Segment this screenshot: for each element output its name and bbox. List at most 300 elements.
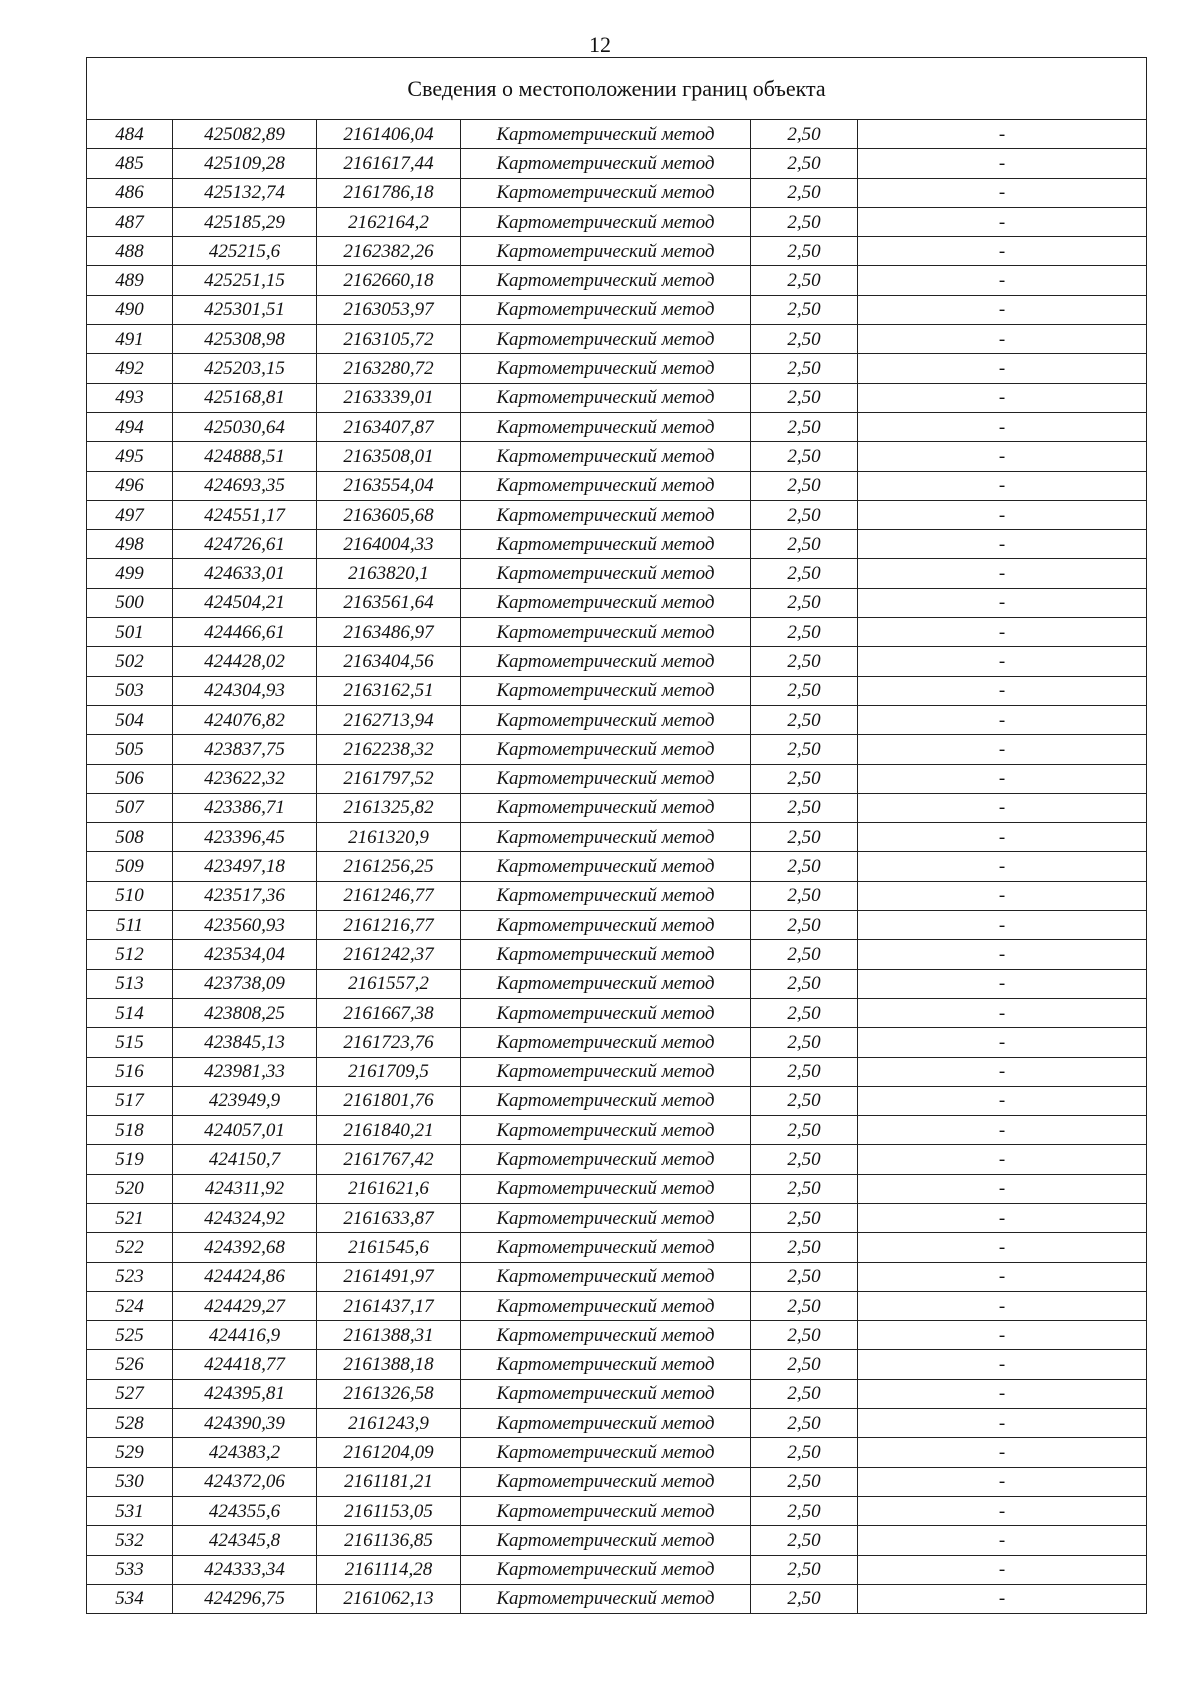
y-coordinate-cell: 2162238,32: [317, 735, 461, 764]
point-number-cell: 497: [87, 500, 173, 529]
x-coordinate-cell: 424424,86: [173, 1262, 317, 1291]
method-cell: Картометрический метод: [461, 852, 751, 881]
table-row: [87, 1321, 1147, 1350]
description-cell: -: [858, 1262, 1147, 1291]
point-number-cell: 519: [87, 1145, 173, 1174]
method-cell: Картометрический метод: [461, 471, 751, 500]
y-coordinate-cell: 2161621,6: [317, 1174, 461, 1203]
description-cell: -: [858, 178, 1147, 207]
table-body: [87, 120, 1147, 1614]
table-row: [87, 412, 1147, 441]
x-coordinate-cell: 423534,04: [173, 940, 317, 969]
table-row: [87, 1028, 1147, 1057]
y-coordinate-cell: 2161204,09: [317, 1438, 461, 1467]
x-coordinate-cell: 424076,82: [173, 705, 317, 734]
x-coordinate-cell: 423949,9: [173, 1086, 317, 1115]
y-coordinate-cell: 2163404,56: [317, 647, 461, 676]
description-cell: -: [858, 266, 1147, 295]
y-coordinate-cell: 2161246,77: [317, 881, 461, 910]
y-coordinate-cell: 2161216,77: [317, 911, 461, 940]
point-number-cell: 506: [87, 764, 173, 793]
point-number-cell: 512: [87, 940, 173, 969]
accuracy-cell: 2,50: [751, 237, 858, 266]
accuracy-cell: 2,50: [751, 823, 858, 852]
point-number-cell: 532: [87, 1526, 173, 1555]
description-cell: -: [858, 588, 1147, 617]
table-row: [87, 149, 1147, 178]
method-cell: Картометрический метод: [461, 1262, 751, 1291]
point-number-cell: 529: [87, 1438, 173, 1467]
x-coordinate-cell: 424311,92: [173, 1174, 317, 1203]
description-cell: -: [858, 383, 1147, 412]
method-cell: Картометрический метод: [461, 1555, 751, 1584]
table-row: [87, 178, 1147, 207]
accuracy-cell: 2,50: [751, 1379, 858, 1408]
y-coordinate-cell: 2161153,05: [317, 1496, 461, 1525]
accuracy-cell: 2,50: [751, 764, 858, 793]
table-row: [87, 295, 1147, 324]
point-number-cell: 494: [87, 412, 173, 441]
method-cell: Картометрический метод: [461, 1086, 751, 1115]
point-number-cell: 523: [87, 1262, 173, 1291]
method-cell: Картометрический метод: [461, 998, 751, 1027]
x-coordinate-cell: 425251,15: [173, 266, 317, 295]
method-cell: Картометрический метод: [461, 1438, 751, 1467]
y-coordinate-cell: 2163561,64: [317, 588, 461, 617]
description-cell: -: [858, 1116, 1147, 1145]
accuracy-cell: 2,50: [751, 793, 858, 822]
point-number-cell: 491: [87, 325, 173, 354]
accuracy-cell: 2,50: [751, 559, 858, 588]
description-cell: -: [858, 1555, 1147, 1584]
accuracy-cell: 2,50: [751, 1555, 858, 1584]
point-number-cell: 524: [87, 1291, 173, 1320]
x-coordinate-cell: 424345,8: [173, 1526, 317, 1555]
x-coordinate-cell: 424428,02: [173, 647, 317, 676]
y-coordinate-cell: 2161633,87: [317, 1203, 461, 1232]
y-coordinate-cell: 2163105,72: [317, 325, 461, 354]
description-cell: -: [858, 1438, 1147, 1467]
y-coordinate-cell: 2161320,9: [317, 823, 461, 852]
point-number-cell: 518: [87, 1116, 173, 1145]
method-cell: Картометрический метод: [461, 911, 751, 940]
point-number-cell: 522: [87, 1233, 173, 1262]
x-coordinate-cell: 424057,01: [173, 1116, 317, 1145]
y-coordinate-cell: 2161840,21: [317, 1116, 461, 1145]
table-row: [87, 500, 1147, 529]
y-coordinate-cell: 2161723,76: [317, 1028, 461, 1057]
accuracy-cell: 2,50: [751, 1116, 858, 1145]
x-coordinate-cell: 425203,15: [173, 354, 317, 383]
point-number-cell: 527: [87, 1379, 173, 1408]
accuracy-cell: 2,50: [751, 1028, 858, 1057]
x-coordinate-cell: 425301,51: [173, 295, 317, 324]
y-coordinate-cell: 2163554,04: [317, 471, 461, 500]
method-cell: Картометрический метод: [461, 1116, 751, 1145]
description-cell: -: [858, 149, 1147, 178]
table-row: [87, 764, 1147, 793]
method-cell: Картометрический метод: [461, 1584, 751, 1613]
table-row: [87, 559, 1147, 588]
accuracy-cell: 2,50: [751, 881, 858, 910]
accuracy-cell: 2,50: [751, 998, 858, 1027]
x-coordinate-cell: 424551,17: [173, 500, 317, 529]
x-coordinate-cell: 424888,51: [173, 442, 317, 471]
table-row: [87, 207, 1147, 236]
x-coordinate-cell: 424429,27: [173, 1291, 317, 1320]
point-number-cell: 514: [87, 998, 173, 1027]
accuracy-cell: 2,50: [751, 1203, 858, 1232]
table-row: [87, 940, 1147, 969]
point-number-cell: 520: [87, 1174, 173, 1203]
y-coordinate-cell: 2161325,82: [317, 793, 461, 822]
x-coordinate-cell: 423837,75: [173, 735, 317, 764]
description-cell: -: [858, 852, 1147, 881]
table-row: [87, 705, 1147, 734]
point-number-cell: 495: [87, 442, 173, 471]
description-cell: -: [858, 1321, 1147, 1350]
y-coordinate-cell: 2163820,1: [317, 559, 461, 588]
x-coordinate-cell: 424418,77: [173, 1350, 317, 1379]
table-row: [87, 676, 1147, 705]
description-cell: -: [858, 442, 1147, 471]
boundary-coordinates-table: [86, 57, 1147, 1614]
method-cell: Картометрический метод: [461, 1203, 751, 1232]
description-cell: -: [858, 940, 1147, 969]
table-row: [87, 1057, 1147, 1086]
y-coordinate-cell: 2161797,52: [317, 764, 461, 793]
description-cell: -: [858, 1409, 1147, 1438]
accuracy-cell: 2,50: [751, 1584, 858, 1613]
x-coordinate-cell: 423386,71: [173, 793, 317, 822]
description-cell: -: [858, 325, 1147, 354]
method-cell: Картометрический метод: [461, 530, 751, 559]
y-coordinate-cell: 2161786,18: [317, 178, 461, 207]
accuracy-cell: 2,50: [751, 1438, 858, 1467]
accuracy-cell: 2,50: [751, 735, 858, 764]
description-cell: -: [858, 471, 1147, 500]
table-row: [87, 1409, 1147, 1438]
x-coordinate-cell: 423497,18: [173, 852, 317, 881]
y-coordinate-cell: 2162382,26: [317, 237, 461, 266]
y-coordinate-cell: 2161062,13: [317, 1584, 461, 1613]
description-cell: -: [858, 881, 1147, 910]
description-cell: -: [858, 1203, 1147, 1232]
point-number-cell: 534: [87, 1584, 173, 1613]
point-number-cell: 533: [87, 1555, 173, 1584]
method-cell: Картометрический метод: [461, 735, 751, 764]
method-cell: Картометрический метод: [461, 500, 751, 529]
x-coordinate-cell: 423845,13: [173, 1028, 317, 1057]
x-coordinate-cell: 424726,61: [173, 530, 317, 559]
method-cell: Картометрический метод: [461, 1321, 751, 1350]
point-number-cell: 511: [87, 911, 173, 940]
point-number-cell: 526: [87, 1350, 173, 1379]
method-cell: Картометрический метод: [461, 1233, 751, 1262]
accuracy-cell: 2,50: [751, 852, 858, 881]
table-row: [87, 735, 1147, 764]
accuracy-cell: 2,50: [751, 295, 858, 324]
table-row: [87, 1496, 1147, 1525]
x-coordinate-cell: 424324,92: [173, 1203, 317, 1232]
x-coordinate-cell: 424392,68: [173, 1233, 317, 1262]
method-cell: Картометрический метод: [461, 412, 751, 441]
x-coordinate-cell: 423517,36: [173, 881, 317, 910]
point-number-cell: 499: [87, 559, 173, 588]
accuracy-cell: 2,50: [751, 1262, 858, 1291]
x-coordinate-cell: 424383,2: [173, 1438, 317, 1467]
y-coordinate-cell: 2161326,58: [317, 1379, 461, 1408]
accuracy-cell: 2,50: [751, 940, 858, 969]
table-row: [87, 1584, 1147, 1613]
table-row: [87, 1555, 1147, 1584]
accuracy-cell: 2,50: [751, 1467, 858, 1496]
accuracy-cell: 2,50: [751, 1291, 858, 1320]
point-number-cell: 516: [87, 1057, 173, 1086]
point-number-cell: 484: [87, 120, 173, 149]
table-row: [87, 1291, 1147, 1320]
table-row: [87, 881, 1147, 910]
method-cell: Картометрический метод: [461, 266, 751, 295]
accuracy-cell: 2,50: [751, 1174, 858, 1203]
x-coordinate-cell: 424372,06: [173, 1467, 317, 1496]
x-coordinate-cell: 425215,6: [173, 237, 317, 266]
description-cell: -: [858, 764, 1147, 793]
y-coordinate-cell: 2161545,6: [317, 1233, 461, 1262]
table-row: [87, 998, 1147, 1027]
accuracy-cell: 2,50: [751, 1145, 858, 1174]
point-number-cell: 498: [87, 530, 173, 559]
method-cell: Картометрический метод: [461, 1057, 751, 1086]
x-coordinate-cell: 424296,75: [173, 1584, 317, 1613]
x-coordinate-cell: 425109,28: [173, 149, 317, 178]
y-coordinate-cell: 2164004,33: [317, 530, 461, 559]
table-row: [87, 1145, 1147, 1174]
description-cell: -: [858, 911, 1147, 940]
accuracy-cell: 2,50: [751, 1350, 858, 1379]
description-cell: -: [858, 1028, 1147, 1057]
method-cell: Картометрический метод: [461, 647, 751, 676]
y-coordinate-cell: 2163407,87: [317, 412, 461, 441]
point-number-cell: 503: [87, 676, 173, 705]
point-number-cell: 488: [87, 237, 173, 266]
accuracy-cell: 2,50: [751, 471, 858, 500]
x-coordinate-cell: 425082,89: [173, 120, 317, 149]
method-cell: Картометрический метод: [461, 442, 751, 471]
table-row: [87, 1086, 1147, 1115]
point-number-cell: 508: [87, 823, 173, 852]
y-coordinate-cell: 2163486,97: [317, 618, 461, 647]
description-cell: -: [858, 998, 1147, 1027]
table-row: [87, 1467, 1147, 1496]
description-cell: -: [858, 823, 1147, 852]
point-number-cell: 531: [87, 1496, 173, 1525]
method-cell: Картометрический метод: [461, 676, 751, 705]
x-coordinate-cell: 424693,35: [173, 471, 317, 500]
description-cell: -: [858, 793, 1147, 822]
point-number-cell: 489: [87, 266, 173, 295]
y-coordinate-cell: 2161767,42: [317, 1145, 461, 1174]
y-coordinate-cell: 2161617,44: [317, 149, 461, 178]
accuracy-cell: 2,50: [751, 969, 858, 998]
accuracy-cell: 2,50: [751, 911, 858, 940]
point-number-cell: 507: [87, 793, 173, 822]
x-coordinate-cell: 423808,25: [173, 998, 317, 1027]
y-coordinate-cell: 2161242,37: [317, 940, 461, 969]
table-row: [87, 618, 1147, 647]
point-number-cell: 496: [87, 471, 173, 500]
x-coordinate-cell: 425132,74: [173, 178, 317, 207]
method-cell: Картометрический метод: [461, 237, 751, 266]
description-cell: -: [858, 120, 1147, 149]
table-row: [87, 911, 1147, 940]
table-row: [87, 1174, 1147, 1203]
table-row: [87, 1350, 1147, 1379]
table-row: [87, 647, 1147, 676]
description-cell: -: [858, 676, 1147, 705]
point-number-cell: 485: [87, 149, 173, 178]
method-cell: Картометрический метод: [461, 823, 751, 852]
accuracy-cell: 2,50: [751, 1086, 858, 1115]
x-coordinate-cell: 423622,32: [173, 764, 317, 793]
method-cell: Картометрический метод: [461, 588, 751, 617]
y-coordinate-cell: 2161406,04: [317, 120, 461, 149]
page-number: 12: [589, 32, 611, 57]
point-number-cell: 502: [87, 647, 173, 676]
method-cell: Картометрический метод: [461, 120, 751, 149]
y-coordinate-cell: 2161557,2: [317, 969, 461, 998]
y-coordinate-cell: 2161114,28: [317, 1555, 461, 1584]
table-row: [87, 354, 1147, 383]
accuracy-cell: 2,50: [751, 149, 858, 178]
table-row: [87, 1233, 1147, 1262]
method-cell: Картометрический метод: [461, 383, 751, 412]
table-row: [87, 969, 1147, 998]
method-cell: Картометрический метод: [461, 793, 751, 822]
accuracy-cell: 2,50: [751, 266, 858, 295]
accuracy-cell: 2,50: [751, 120, 858, 149]
table-row: [87, 1203, 1147, 1232]
accuracy-cell: 2,50: [751, 588, 858, 617]
point-number-cell: 500: [87, 588, 173, 617]
x-coordinate-cell: 424355,6: [173, 1496, 317, 1525]
table-row: [87, 530, 1147, 559]
method-cell: Картометрический метод: [461, 1145, 751, 1174]
table-row: [87, 588, 1147, 617]
method-cell: Картометрический метод: [461, 1467, 751, 1496]
method-cell: Картометрический метод: [461, 354, 751, 383]
table-row: [87, 237, 1147, 266]
accuracy-cell: 2,50: [751, 178, 858, 207]
y-coordinate-cell: 2161801,76: [317, 1086, 461, 1115]
y-coordinate-cell: 2163339,01: [317, 383, 461, 412]
x-coordinate-cell: 424416,9: [173, 1321, 317, 1350]
y-coordinate-cell: 2161243,9: [317, 1409, 461, 1438]
point-number-cell: 510: [87, 881, 173, 910]
x-coordinate-cell: 424633,01: [173, 559, 317, 588]
description-cell: -: [858, 1233, 1147, 1262]
table-row: [87, 1438, 1147, 1467]
y-coordinate-cell: 2163605,68: [317, 500, 461, 529]
description-cell: -: [858, 1291, 1147, 1320]
description-cell: -: [858, 647, 1147, 676]
method-cell: Картометрический метод: [461, 764, 751, 793]
description-cell: -: [858, 207, 1147, 236]
point-number-cell: 513: [87, 969, 173, 998]
description-cell: -: [858, 237, 1147, 266]
table-row: [87, 266, 1147, 295]
x-coordinate-cell: 424333,34: [173, 1555, 317, 1584]
description-cell: -: [858, 1086, 1147, 1115]
description-cell: -: [858, 295, 1147, 324]
accuracy-cell: 2,50: [751, 530, 858, 559]
x-coordinate-cell: 424395,81: [173, 1379, 317, 1408]
method-cell: Картометрический метод: [461, 969, 751, 998]
description-cell: -: [858, 969, 1147, 998]
method-cell: Картометрический метод: [461, 207, 751, 236]
accuracy-cell: 2,50: [751, 705, 858, 734]
accuracy-cell: 2,50: [751, 647, 858, 676]
point-number-cell: 528: [87, 1409, 173, 1438]
y-coordinate-cell: 2161667,38: [317, 998, 461, 1027]
x-coordinate-cell: 424150,7: [173, 1145, 317, 1174]
description-cell: -: [858, 412, 1147, 441]
y-coordinate-cell: 2161136,85: [317, 1526, 461, 1555]
table-row: [87, 793, 1147, 822]
description-cell: -: [858, 354, 1147, 383]
table-header-row: [87, 58, 1147, 120]
method-cell: Картометрический метод: [461, 705, 751, 734]
description-cell: -: [858, 559, 1147, 588]
method-cell: Картометрический метод: [461, 1409, 751, 1438]
table-row: [87, 442, 1147, 471]
point-number-cell: 490: [87, 295, 173, 324]
accuracy-cell: 2,50: [751, 1233, 858, 1262]
description-cell: -: [858, 1584, 1147, 1613]
method-cell: Картометрический метод: [461, 559, 751, 588]
accuracy-cell: 2,50: [751, 383, 858, 412]
description-cell: -: [858, 705, 1147, 734]
accuracy-cell: 2,50: [751, 325, 858, 354]
table-row: [87, 471, 1147, 500]
y-coordinate-cell: 2161709,5: [317, 1057, 461, 1086]
description-cell: -: [858, 1350, 1147, 1379]
point-number-cell: 521: [87, 1203, 173, 1232]
x-coordinate-cell: 423738,09: [173, 969, 317, 998]
y-coordinate-cell: 2163162,51: [317, 676, 461, 705]
accuracy-cell: 2,50: [751, 1409, 858, 1438]
accuracy-cell: 2,50: [751, 1496, 858, 1525]
description-cell: -: [858, 1174, 1147, 1203]
method-cell: Картометрический метод: [461, 1291, 751, 1320]
description-cell: -: [858, 1145, 1147, 1174]
method-cell: Картометрический метод: [461, 149, 751, 178]
point-number-cell: 505: [87, 735, 173, 764]
table-row: [87, 852, 1147, 881]
accuracy-cell: 2,50: [751, 618, 858, 647]
y-coordinate-cell: 2162164,2: [317, 207, 461, 236]
point-number-cell: 487: [87, 207, 173, 236]
y-coordinate-cell: 2161437,17: [317, 1291, 461, 1320]
accuracy-cell: 2,50: [751, 207, 858, 236]
description-cell: -: [858, 735, 1147, 764]
method-cell: Картометрический метод: [461, 940, 751, 969]
x-coordinate-cell: 425185,29: [173, 207, 317, 236]
description-cell: -: [858, 1526, 1147, 1555]
point-number-cell: 530: [87, 1467, 173, 1496]
x-coordinate-cell: 424504,21: [173, 588, 317, 617]
y-coordinate-cell: 2163508,01: [317, 442, 461, 471]
